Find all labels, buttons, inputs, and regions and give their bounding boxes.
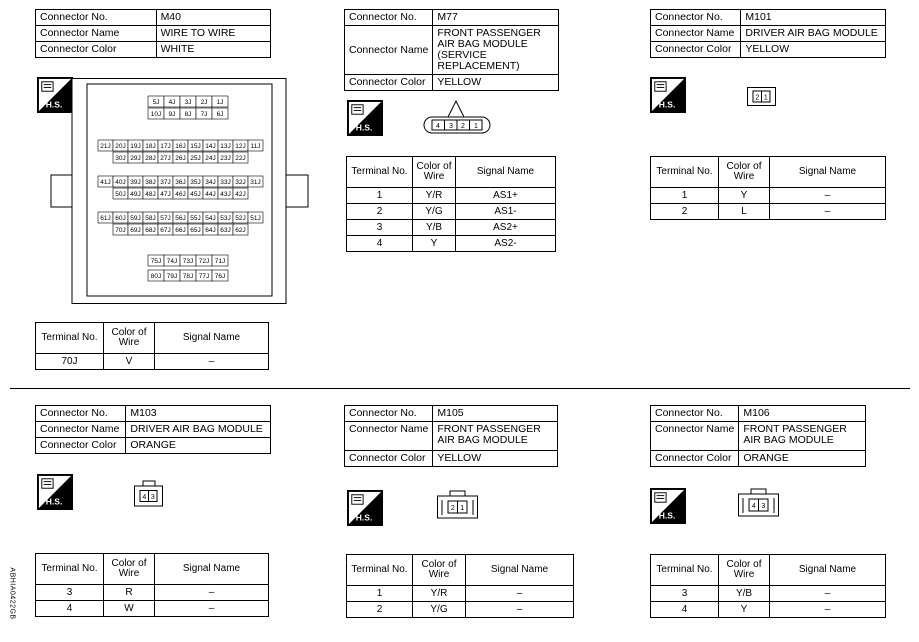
pin-label: 51J [250, 215, 261, 222]
terminal-no-header: Terminal No. [651, 555, 719, 586]
pin-label: 35J [190, 179, 201, 186]
harness-side-icon [650, 77, 686, 113]
wire-color-header: Color of Wire [413, 157, 456, 188]
terminal-no-header: Terminal No. [36, 554, 104, 585]
pin-label: 16J [175, 143, 186, 150]
connector-color-label: Connector Color [36, 438, 126, 454]
connector-face-m77 [422, 97, 494, 142]
pin-label: 53J [220, 215, 231, 222]
connector-color-value: WHITE [156, 42, 270, 58]
pin-label: 27J [160, 155, 171, 162]
pin-label: 79J [166, 273, 178, 280]
terminal-table-m106 [650, 554, 886, 618]
pin-label: 72J [198, 258, 210, 265]
pin-label: 26J [175, 155, 186, 162]
pin-label: 42J [235, 191, 246, 198]
pin-label: 33J [220, 179, 231, 186]
pin-label: 2 [461, 123, 465, 130]
pin-label: 8J [184, 111, 192, 118]
pin-label: 76J [214, 273, 226, 280]
pin-label: 46J [175, 191, 186, 198]
pin-label: 49J [130, 191, 141, 198]
connector-face-m103 [134, 480, 164, 513]
connector-color-value: YELLOW [433, 75, 559, 91]
wire-color-header: Color of Wire [104, 554, 155, 585]
table-row: 2 L – [651, 204, 886, 220]
svg-text:H.S.: H.S. [658, 510, 676, 521]
connector-name-value: DRIVER AIR BAG MODULE [741, 26, 886, 42]
connector-info-m40 [35, 9, 271, 58]
connector-face-m105 [437, 490, 479, 525]
pin-label: 24J [205, 155, 216, 162]
table-row: 4 Y – [651, 602, 886, 618]
svg-text:2: 2 [450, 505, 455, 512]
connector-info-m105 [344, 405, 558, 467]
pin-label: 32J [235, 179, 246, 186]
connector-color-value: ORANGE [126, 438, 271, 454]
table-row: 2 Y/G – [347, 602, 574, 618]
harness-side-icon [650, 488, 686, 524]
connector-color-label: Connector Color [651, 42, 741, 58]
pin-label: 74J [166, 258, 178, 265]
connector-color-value: YELLOW [433, 451, 558, 467]
connector-name-label: Connector Name [345, 422, 433, 451]
connector-color-label: Connector Color [36, 42, 157, 58]
connector-no-label: Connector No. [36, 406, 126, 422]
connector-name-value: FRONT PASSENGER AIR BAG MODULE (SERVICE REPLACEMENT) [433, 26, 559, 75]
connector-info-m103 [35, 405, 271, 454]
pin-label: 62J [235, 227, 246, 234]
pin-label: 9J [168, 111, 176, 118]
pin-label: 6J [216, 111, 224, 118]
signal-name-header: Signal Name [155, 323, 269, 354]
signal-name-header: Signal Name [466, 555, 574, 586]
svg-text:H.S.: H.S. [658, 99, 676, 110]
pin-label: 66J [175, 227, 186, 234]
pin-label: 43J [220, 191, 231, 198]
connector-name-label: Connector Name [651, 422, 739, 451]
connector-no-value: M103 [126, 406, 271, 422]
connector-no-label: Connector No. [36, 10, 157, 26]
connector-no-label: Connector No. [651, 406, 739, 422]
connector-no-value: M40 [156, 10, 270, 26]
connector-no-value: M105 [433, 406, 558, 422]
pin-label: 22J [235, 155, 246, 162]
pin-label: 37J [160, 179, 171, 186]
table-row: 1 Y/R – [347, 586, 574, 602]
terminal-table-m40 [35, 322, 269, 370]
pin-label: 60J [115, 215, 126, 222]
pin-label: 28J [145, 155, 156, 162]
pin-label: 67J [160, 227, 171, 234]
pin-label: 65J [190, 227, 201, 234]
svg-text:4: 4 [751, 503, 756, 510]
connector-name-value: WIRE TO WIRE [156, 26, 270, 42]
pin-label: 68J [145, 227, 156, 234]
pin-label: 15J [190, 143, 201, 150]
pin-label: 47J [160, 191, 171, 198]
pin-label: 50J [115, 191, 126, 198]
pin-label: 70J [115, 227, 126, 234]
connector-name-label: Connector Name [651, 26, 741, 42]
pin-label: 78J [182, 273, 194, 280]
connector-face-m101 [747, 87, 777, 112]
pin-label: 45J [190, 191, 201, 198]
table-row: 1 Y – [651, 188, 886, 204]
pin-label: 40J [115, 179, 126, 186]
table-row: 1 Y/R AS1+ [347, 188, 556, 204]
pin-label: 61J [100, 215, 111, 222]
pin-label: 73J [182, 258, 194, 265]
pin-label: 1J [216, 99, 224, 106]
harness-side-icon [347, 490, 383, 526]
hs-label: H.S. [45, 99, 63, 110]
wire-color-header: Color of Wire [719, 157, 770, 188]
pin-label: 77J [198, 273, 210, 280]
pin-label: 31J [250, 179, 261, 186]
pin-label: 48J [145, 191, 156, 198]
connector-face-m40 [47, 78, 312, 311]
terminal-no-header: Terminal No. [347, 555, 413, 586]
pin-label: 3 [449, 123, 453, 130]
table-row: 3 Y/B – [651, 586, 886, 602]
pin-label: 23J [220, 155, 231, 162]
svg-text:4: 4 [142, 494, 147, 501]
connector-info-m101 [650, 9, 886, 58]
pin-label: 44J [205, 191, 216, 198]
svg-text:2: 2 [755, 94, 760, 102]
terminal-table-m101 [650, 156, 886, 220]
pin-label: 29J [130, 155, 141, 162]
table-row: 3 R – [36, 585, 269, 601]
connector-color-value: YELLOW [741, 42, 886, 58]
table-row: 2 Y/G AS1- [347, 204, 556, 220]
harness-side-icon [347, 100, 383, 136]
connector-no-label: Connector No. [345, 10, 433, 26]
connector-info-m77 [344, 9, 559, 91]
pin-label: 4 [436, 123, 440, 130]
svg-text:3: 3 [761, 503, 766, 510]
pin-label: 7J [200, 111, 208, 118]
pin-label: 34J [205, 179, 216, 186]
connector-name-label: Connector Name [345, 26, 433, 75]
pin-label: 75J [150, 258, 162, 265]
pin-label: 63J [220, 227, 231, 234]
connector-no-value: M77 [433, 10, 559, 26]
pin-label: 1 [474, 123, 478, 130]
svg-text:H.S.: H.S. [355, 122, 373, 133]
pin-label: 19J [130, 143, 141, 150]
pin-label: 54J [205, 215, 216, 222]
pin-label: 56J [175, 215, 186, 222]
pin-label: 52J [235, 215, 246, 222]
table-row: 3 Y/B AS2+ [347, 220, 556, 236]
svg-text:H.S.: H.S. [45, 496, 63, 507]
pin-label: 14J [205, 143, 216, 150]
pin-label: 12J [235, 143, 246, 150]
terminal-no-header: Terminal No. [347, 157, 413, 188]
pin-label: 30J [115, 155, 126, 162]
connector-color-label: Connector Color [651, 451, 739, 467]
hs-icon-m101 [650, 77, 686, 118]
connector-name-value: FRONT PASSENGER AIR BAG MODULE [739, 422, 866, 451]
figure-code: ABHIA0422GB [8, 567, 16, 620]
pin-label: 5J [152, 99, 160, 106]
connector-name-label: Connector Name [36, 26, 157, 42]
connector-no-label: Connector No. [345, 406, 433, 422]
signal-name-header: Signal Name [456, 157, 556, 188]
section-divider [10, 388, 910, 389]
pin-label: 36J [175, 179, 186, 186]
wire-color-header: Color of Wire [104, 323, 155, 354]
signal-name-header: Signal Name [155, 554, 269, 585]
connector-no-value: M106 [739, 406, 866, 422]
terminal-table-m103 [35, 553, 269, 617]
pin-label: 13J [220, 143, 231, 150]
pin-label: 11J [250, 143, 261, 150]
pin-label: 58J [145, 215, 156, 222]
terminal-no-header: Terminal No. [651, 157, 719, 188]
svg-text:1: 1 [763, 94, 768, 102]
connector-no-label: Connector No. [651, 10, 741, 26]
connector-name-value: DRIVER AIR BAG MODULE [126, 422, 271, 438]
harness-side-icon [37, 474, 73, 510]
svg-text:H.S.: H.S. [355, 512, 373, 523]
pin-label: 69J [130, 227, 141, 234]
connector-color-value: ORANGE [739, 451, 866, 467]
pin-label: 21J [100, 143, 111, 150]
table-row: 4 W – [36, 601, 269, 617]
connector-color-label: Connector Color [345, 75, 433, 91]
pin-label: 25J [190, 155, 201, 162]
pin-label: 17J [160, 143, 171, 150]
pin-label: 57J [160, 215, 171, 222]
pin-label: 41J [100, 179, 111, 186]
svg-text:1: 1 [460, 505, 465, 512]
signal-name-header: Signal Name [770, 157, 886, 188]
signal-name-header: Signal Name [770, 555, 886, 586]
connector-face-m106 [738, 488, 780, 523]
hs-icon-m103 [37, 474, 73, 515]
pin-label: 4J [168, 99, 176, 106]
pin-label: 71J [214, 258, 226, 265]
table-row: 4 Y AS2- [347, 236, 556, 252]
pin-label: 38J [145, 179, 156, 186]
pin-label: 2J [200, 99, 208, 106]
pin-label: 3J [184, 99, 192, 106]
pin-label: 39J [130, 179, 141, 186]
connector-name-label: Connector Name [36, 422, 126, 438]
connector-color-label: Connector Color [345, 451, 433, 467]
pin-label: 55J [190, 215, 201, 222]
terminal-no-header: Terminal No. [36, 323, 104, 354]
svg-text:3: 3 [150, 494, 155, 501]
connector-info-m106 [650, 405, 866, 467]
hs-icon-m105 [347, 490, 383, 531]
terminal-table-m105 [346, 554, 574, 618]
terminal-table-m77 [346, 156, 556, 252]
hs-icon-m106 [650, 488, 686, 529]
wire-color-header: Color of Wire [413, 555, 466, 586]
hs-icon-m77 [347, 100, 383, 141]
pin-label: 64J [205, 227, 216, 234]
connector-name-value: FRONT PASSENGER AIR BAG MODULE [433, 422, 558, 451]
table-row: 70J V – [36, 354, 269, 370]
wire-color-header: Color of Wire [719, 555, 770, 586]
pin-label: 10J [150, 111, 162, 118]
pin-label: 80J [150, 273, 162, 280]
pin-label: 20J [115, 143, 126, 150]
pin-label: 18J [145, 143, 156, 150]
pin-label: 59J [130, 215, 141, 222]
connector-no-value: M101 [741, 10, 886, 26]
